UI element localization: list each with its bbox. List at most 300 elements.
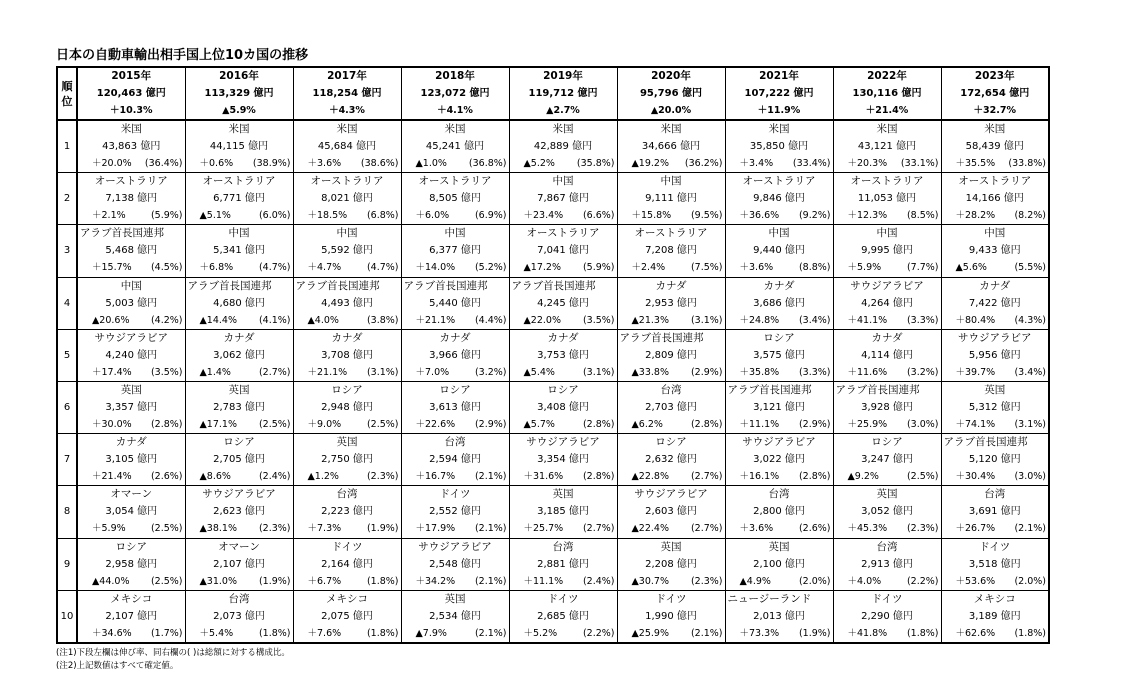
growth-line: [294, 416, 401, 433]
growth-line: [726, 520, 833, 537]
country-cell: [725, 538, 833, 590]
year-header: [185, 67, 293, 120]
country-name: 英国: [768, 540, 790, 553]
country-cell: [941, 381, 1049, 433]
share-ratio: (3.1%): [1014, 419, 1046, 431]
growth-rate: ＋11.6%: [847, 366, 888, 378]
country-cell: [941, 590, 1049, 643]
export-amount: 2,750 億円: [321, 454, 373, 466]
growth-line: [942, 364, 1049, 381]
growth-line: [510, 312, 617, 329]
growth-line: [186, 468, 293, 485]
share-ratio: (3.3%): [798, 366, 831, 378]
growth-line: [402, 155, 509, 172]
export-amount: 7,422 億円: [968, 297, 1021, 309]
year-label: 2021年: [759, 70, 799, 82]
growth-line: [186, 416, 293, 433]
rank-number: 3: [57, 225, 77, 277]
growth-rate: ＋11.1%: [739, 419, 780, 431]
growth-line: [510, 520, 617, 537]
country-name: 英国: [444, 592, 466, 605]
year-total: 113,329 億円: [204, 88, 274, 99]
growth-rate: ＋45.3%: [847, 523, 888, 535]
rank-number: 5: [57, 329, 77, 381]
country-cell: [941, 434, 1049, 486]
country-name: 英国: [660, 540, 682, 553]
country-cell: [293, 120, 401, 173]
growth-rate: ＋5.4%: [199, 627, 234, 639]
country-cell: [77, 538, 185, 590]
country-name: ドイツ: [439, 488, 471, 501]
export-amount: 2,800 億円: [753, 506, 805, 518]
year-growth: ＋32.7%: [973, 105, 1016, 116]
share-ratio: (1.9%): [798, 627, 831, 639]
country-name: ドイツ: [547, 592, 579, 605]
growth-line: [726, 416, 833, 433]
page-title: 日本の自動車輸出相手国上位10カ国の推移: [56, 48, 309, 63]
country-cell: [617, 590, 725, 643]
growth-rate: ▲4.0%: [307, 314, 339, 326]
export-amount: 2,881 億円: [537, 558, 589, 570]
growth-rate: ＋41.1%: [847, 314, 888, 326]
country-cell: [185, 329, 293, 381]
growth-rate: ▲20.6%: [92, 314, 130, 326]
share-ratio: (2.6%): [150, 471, 183, 483]
share-ratio: (5.9%): [582, 262, 615, 274]
export-amount: 3,054 億円: [105, 506, 158, 518]
year-growth: ＋10.3%: [110, 105, 153, 116]
country-name: ドイツ: [979, 540, 1011, 553]
year-growth: ＋4.3%: [329, 105, 365, 116]
country-cell: [401, 434, 509, 486]
share-ratio: (33.4%): [792, 158, 831, 170]
export-amount: 3,062 億円: [213, 349, 265, 361]
export-amount: 4,240 億円: [105, 349, 158, 361]
country-name: カナダ: [115, 436, 147, 449]
share-ratio: (7.5%): [690, 262, 723, 274]
country-name: ロシア: [763, 331, 795, 344]
country-name: 英国: [336, 436, 358, 449]
table-row: [57, 381, 1049, 433]
country-cell: [185, 173, 293, 225]
export-amount: 2,013 億円: [753, 610, 805, 622]
country-name: 中国: [552, 175, 574, 188]
growth-line: [726, 468, 833, 485]
country-cell: [185, 590, 293, 643]
country-cell: [833, 434, 941, 486]
growth-line: [618, 312, 725, 329]
share-ratio: (36.8%): [468, 158, 507, 170]
export-amount: 3,052 億円: [861, 506, 913, 518]
export-amount: 2,594 億円: [429, 454, 481, 466]
country-cell: [401, 538, 509, 590]
growth-rate: ＋9.0%: [307, 419, 342, 431]
growth-line: [186, 625, 293, 642]
country-cell: [725, 329, 833, 381]
rank-header-char: 順: [61, 79, 73, 93]
country-cell: [509, 434, 617, 486]
export-amount: 8,021 億円: [321, 193, 373, 205]
growth-rate: ＋2.1%: [92, 210, 126, 222]
export-amount: 2,783 億円: [213, 402, 265, 414]
export-amount: 2,948 億円: [321, 402, 373, 414]
export-amount: 4,680 億円: [213, 297, 265, 309]
growth-rate: ＋15.8%: [631, 210, 672, 222]
country-name: オーストラリア: [526, 227, 600, 240]
growth-rate: ＋35.8%: [739, 366, 780, 378]
growth-line: [618, 155, 725, 172]
year-growth: ▲20.0%: [650, 105, 692, 116]
growth-line: [726, 573, 833, 590]
share-ratio: (1.7%): [150, 627, 183, 639]
country-name: 米国: [444, 123, 466, 136]
country-cell: [833, 277, 941, 329]
export-amount: 43,863 億円: [102, 141, 161, 153]
year-total: 107,222 億円: [744, 88, 814, 99]
growth-rate: ＋12.3%: [847, 210, 888, 222]
growth-rate: ▲1.2%: [307, 471, 339, 483]
country-cell: [77, 120, 185, 173]
country-name: 米国: [120, 123, 142, 136]
growth-line: [834, 416, 941, 433]
table-row: [57, 120, 1049, 173]
export-amount: 7,041 億円: [537, 245, 589, 257]
share-ratio: (2.1%): [1014, 523, 1046, 535]
growth-line: [78, 364, 185, 381]
country-cell: [617, 329, 725, 381]
growth-rate: ＋7.3%: [307, 523, 342, 535]
country-cell: [833, 590, 941, 643]
country-name: ロシア: [439, 384, 471, 397]
export-amount: 8,505 億円: [429, 193, 481, 205]
growth-rate: ＋62.6%: [955, 627, 996, 639]
growth-rate: ▲1.4%: [199, 366, 231, 378]
growth-line: [510, 573, 617, 590]
export-amount: 3,357 億円: [105, 402, 158, 414]
country-cell: [725, 590, 833, 643]
country-cell: [77, 225, 185, 277]
growth-line: [618, 468, 725, 485]
growth-rate: ▲5.7%: [523, 419, 555, 431]
country-cell: [725, 486, 833, 538]
export-amount: 2,913 億円: [861, 558, 913, 570]
rank-header: [57, 67, 77, 120]
growth-line: [510, 364, 617, 381]
country-cell: [617, 120, 725, 173]
growth-rate: ＋5.9%: [92, 523, 126, 535]
growth-line: [834, 364, 941, 381]
growth-rate: ＋21.4%: [92, 471, 132, 483]
country-name: 台湾: [984, 488, 1006, 501]
growth-rate: ＋36.6%: [739, 210, 780, 222]
share-ratio: (2.0%): [798, 575, 831, 587]
share-ratio: (2.1%): [690, 627, 723, 639]
footnote-1: (注1)下段左欄は伸び率、同右欄の( )は総額に対する構成比。: [56, 648, 290, 658]
share-ratio: (3.0%): [1014, 471, 1046, 483]
growth-rate: ＋16.1%: [739, 471, 780, 483]
country-cell: [833, 381, 941, 433]
country-cell: [617, 225, 725, 277]
year-total: 172,654 億円: [960, 88, 1030, 99]
growth-line: [834, 312, 941, 329]
export-amount: 6,771 億円: [213, 193, 265, 205]
growth-rate: ＋34.6%: [92, 627, 132, 639]
growth-line: [618, 573, 725, 590]
country-name: 英国: [120, 384, 142, 397]
share-ratio: (38.6%): [360, 158, 399, 170]
country-name: 台湾: [876, 540, 898, 553]
country-name: 米国: [660, 123, 682, 136]
country-cell: [509, 173, 617, 225]
rank-number: 4: [57, 277, 77, 329]
export-amount: 9,433 億円: [968, 245, 1021, 257]
export-amount: 3,408 億円: [537, 402, 589, 414]
share-ratio: (2.2%): [906, 575, 939, 587]
country-cell: [833, 329, 941, 381]
share-ratio: (2.3%): [690, 575, 723, 587]
growth-rate: ＋53.6%: [955, 575, 996, 587]
year-label: 2022年: [867, 70, 907, 82]
growth-line: [186, 259, 293, 276]
country-cell: [401, 329, 509, 381]
country-cell: [617, 538, 725, 590]
country-cell: [185, 538, 293, 590]
growth-rate: ＋5.9%: [847, 262, 882, 274]
country-cell: [293, 329, 401, 381]
country-cell: [833, 173, 941, 225]
export-amount: 2,632 億円: [645, 454, 697, 466]
export-amount: 2,107 億円: [213, 558, 265, 570]
country-name: 米国: [984, 123, 1006, 136]
export-amount: 5,120 億円: [968, 454, 1021, 466]
year-label: 2016年: [219, 70, 259, 82]
export-amount: 2,953 億円: [645, 297, 697, 309]
share-ratio: (33.1%): [900, 158, 939, 170]
country-cell: [725, 381, 833, 433]
growth-rate: ＋80.4%: [955, 314, 996, 326]
export-amount: 2,164 億円: [321, 558, 373, 570]
share-ratio: (2.5%): [150, 575, 183, 587]
share-ratio: (2.1%): [474, 575, 507, 587]
export-amount: 3,708 億円: [321, 349, 373, 361]
share-ratio: (3.2%): [906, 366, 939, 378]
growth-rate: ▲7.9%: [415, 627, 447, 639]
share-ratio: (2.3%): [366, 471, 399, 483]
country-cell: [77, 329, 185, 381]
country-cell: [77, 277, 185, 329]
growth-rate: ＋2.4%: [631, 262, 666, 274]
year-header: [509, 67, 617, 120]
export-amount: 44,115 億円: [209, 141, 269, 153]
share-ratio: (2.4%): [582, 575, 615, 587]
country-cell: [509, 590, 617, 643]
country-name: 米国: [336, 123, 358, 136]
growth-rate: ＋26.7%: [955, 523, 996, 535]
growth-rate: ▲30.7%: [631, 575, 669, 587]
rank-number: 8: [57, 486, 77, 538]
export-amount: 35,850 億円: [749, 141, 809, 153]
growth-rate: ＋39.7%: [955, 366, 996, 378]
rank-number: 6: [57, 381, 77, 433]
year-total: 119,712 億円: [528, 88, 598, 99]
export-amount: 3,105 億円: [105, 454, 158, 466]
growth-line: [942, 520, 1049, 537]
header-row: [57, 67, 1049, 120]
country-cell: [77, 486, 185, 538]
growth-line: [294, 468, 401, 485]
share-ratio: (2.0%): [1014, 575, 1046, 587]
export-amount: 42,889 億円: [533, 141, 593, 153]
export-amount: 2,703 億円: [645, 402, 697, 414]
country-cell: [401, 173, 509, 225]
growth-line: [186, 155, 293, 172]
growth-rate: ＋17.9%: [415, 523, 456, 535]
country-name: カナダ: [655, 279, 687, 292]
export-amount: 2,075 億円: [321, 610, 373, 622]
year-growth: ＋4.1%: [437, 105, 473, 116]
export-amount: 7,867 億円: [537, 193, 589, 205]
country-name: オーストラリア: [742, 175, 816, 188]
growth-rate: ＋15.7%: [92, 262, 132, 274]
export-amount: 3,613 億円: [429, 402, 481, 414]
export-amount: 9,111 億円: [645, 193, 697, 205]
growth-rate: ＋17.4%: [92, 366, 132, 378]
growth-rate: ＋30.0%: [92, 419, 132, 431]
share-ratio: (3.4%): [798, 314, 831, 326]
growth-line: [294, 625, 401, 642]
country-name: アラブ首長国連邦: [403, 279, 488, 292]
share-ratio: (4.3%): [1014, 314, 1046, 326]
country-cell: [509, 381, 617, 433]
growth-line: [618, 416, 725, 433]
growth-line: [618, 207, 725, 224]
table-row: [57, 225, 1049, 277]
year-header: [293, 67, 401, 120]
growth-rate: ＋3.6%: [307, 158, 342, 170]
growth-line: [726, 625, 833, 642]
share-ratio: (8.8%): [798, 262, 831, 274]
country-cell: [77, 173, 185, 225]
growth-rate: ＋31.6%: [523, 471, 564, 483]
export-amount: 3,354 億円: [537, 454, 589, 466]
share-ratio: (2.1%): [474, 627, 507, 639]
export-amount: 5,003 億円: [105, 297, 158, 309]
share-ratio: (7.7%): [906, 262, 939, 274]
export-amount: 2,958 億円: [105, 558, 158, 570]
export-amount: 9,846 億円: [753, 193, 805, 205]
growth-line: [186, 520, 293, 537]
growth-rate: ▲19.2%: [631, 158, 669, 170]
growth-line: [942, 259, 1049, 276]
country-cell: [941, 225, 1049, 277]
share-ratio: (2.5%): [150, 523, 183, 535]
year-growth: ▲2.7%: [546, 105, 580, 116]
country-name: 米国: [876, 123, 898, 136]
growth-line: [510, 468, 617, 485]
year-total: 130,116 億円: [852, 88, 922, 99]
country-cell: [77, 381, 185, 433]
share-ratio: (1.8%): [366, 627, 399, 639]
year-header: [401, 67, 509, 120]
growth-line: [510, 416, 617, 433]
export-amount: 14,166 億円: [965, 193, 1024, 205]
growth-rate: ＋3.6%: [739, 523, 774, 535]
growth-line: [834, 625, 941, 642]
country-cell: [833, 120, 941, 173]
growth-rate: ＋73.3%: [739, 627, 780, 639]
share-ratio: (3.0%): [906, 419, 939, 431]
growth-line: [402, 416, 509, 433]
country-cell: [725, 225, 833, 277]
country-name: オーストラリア: [202, 175, 276, 188]
country-cell: [185, 381, 293, 433]
year-header: [941, 67, 1049, 120]
country-name: 中国: [876, 227, 898, 240]
country-cell: [293, 434, 401, 486]
share-ratio: (6.0%): [258, 210, 291, 222]
country-cell: [293, 225, 401, 277]
country-name: 台湾: [228, 592, 250, 605]
country-name: 英国: [552, 488, 574, 501]
country-cell: [185, 486, 293, 538]
growth-rate: ▲5.1%: [199, 210, 231, 222]
export-amount: 5,312 億円: [968, 402, 1021, 414]
growth-line: [402, 259, 509, 276]
growth-rate: ＋22.6%: [415, 419, 456, 431]
country-cell: [401, 590, 509, 643]
share-ratio: (2.3%): [906, 523, 939, 535]
growth-line: [618, 625, 725, 642]
year-label: 2017年: [327, 70, 367, 82]
country-cell: [77, 434, 185, 486]
growth-rate: ＋0.6%: [199, 158, 234, 170]
growth-line: [294, 312, 401, 329]
country-cell: [725, 434, 833, 486]
country-cell: [941, 486, 1049, 538]
share-ratio: (2.8%): [582, 419, 615, 431]
share-ratio: (2.8%): [690, 419, 723, 431]
year-total: 118,254 億円: [312, 88, 382, 99]
country-name: ロシア: [223, 436, 255, 449]
growth-line: [726, 207, 833, 224]
country-name: オーストラリア: [850, 175, 924, 188]
growth-rate: ＋21.1%: [415, 314, 456, 326]
country-name: ドイツ: [655, 592, 687, 605]
export-amount: 1,990 億円: [645, 610, 697, 622]
share-ratio: (5.9%): [150, 210, 183, 222]
export-ranking-table: [56, 66, 1050, 644]
growth-line: [942, 625, 1049, 642]
share-ratio: (3.3%): [906, 314, 939, 326]
year-header: [725, 67, 833, 120]
country-name: サウジアラビア: [958, 331, 1032, 344]
share-ratio: (9.2%): [798, 210, 831, 222]
growth-rate: ▲8.6%: [199, 471, 231, 483]
table-row: [57, 173, 1049, 225]
country-cell: [833, 486, 941, 538]
country-name: ニュージーランド: [727, 592, 812, 605]
country-name: アラブ首長国連邦: [295, 279, 380, 292]
country-name: サウジアラビア: [634, 488, 708, 501]
share-ratio: (2.5%): [258, 419, 291, 431]
growth-line: [186, 364, 293, 381]
country-cell: [617, 434, 725, 486]
share-ratio: (2.9%): [690, 366, 723, 378]
country-cell: [509, 329, 617, 381]
table-row: [57, 590, 1049, 643]
table-row: [57, 538, 1049, 590]
growth-line: [726, 364, 833, 381]
